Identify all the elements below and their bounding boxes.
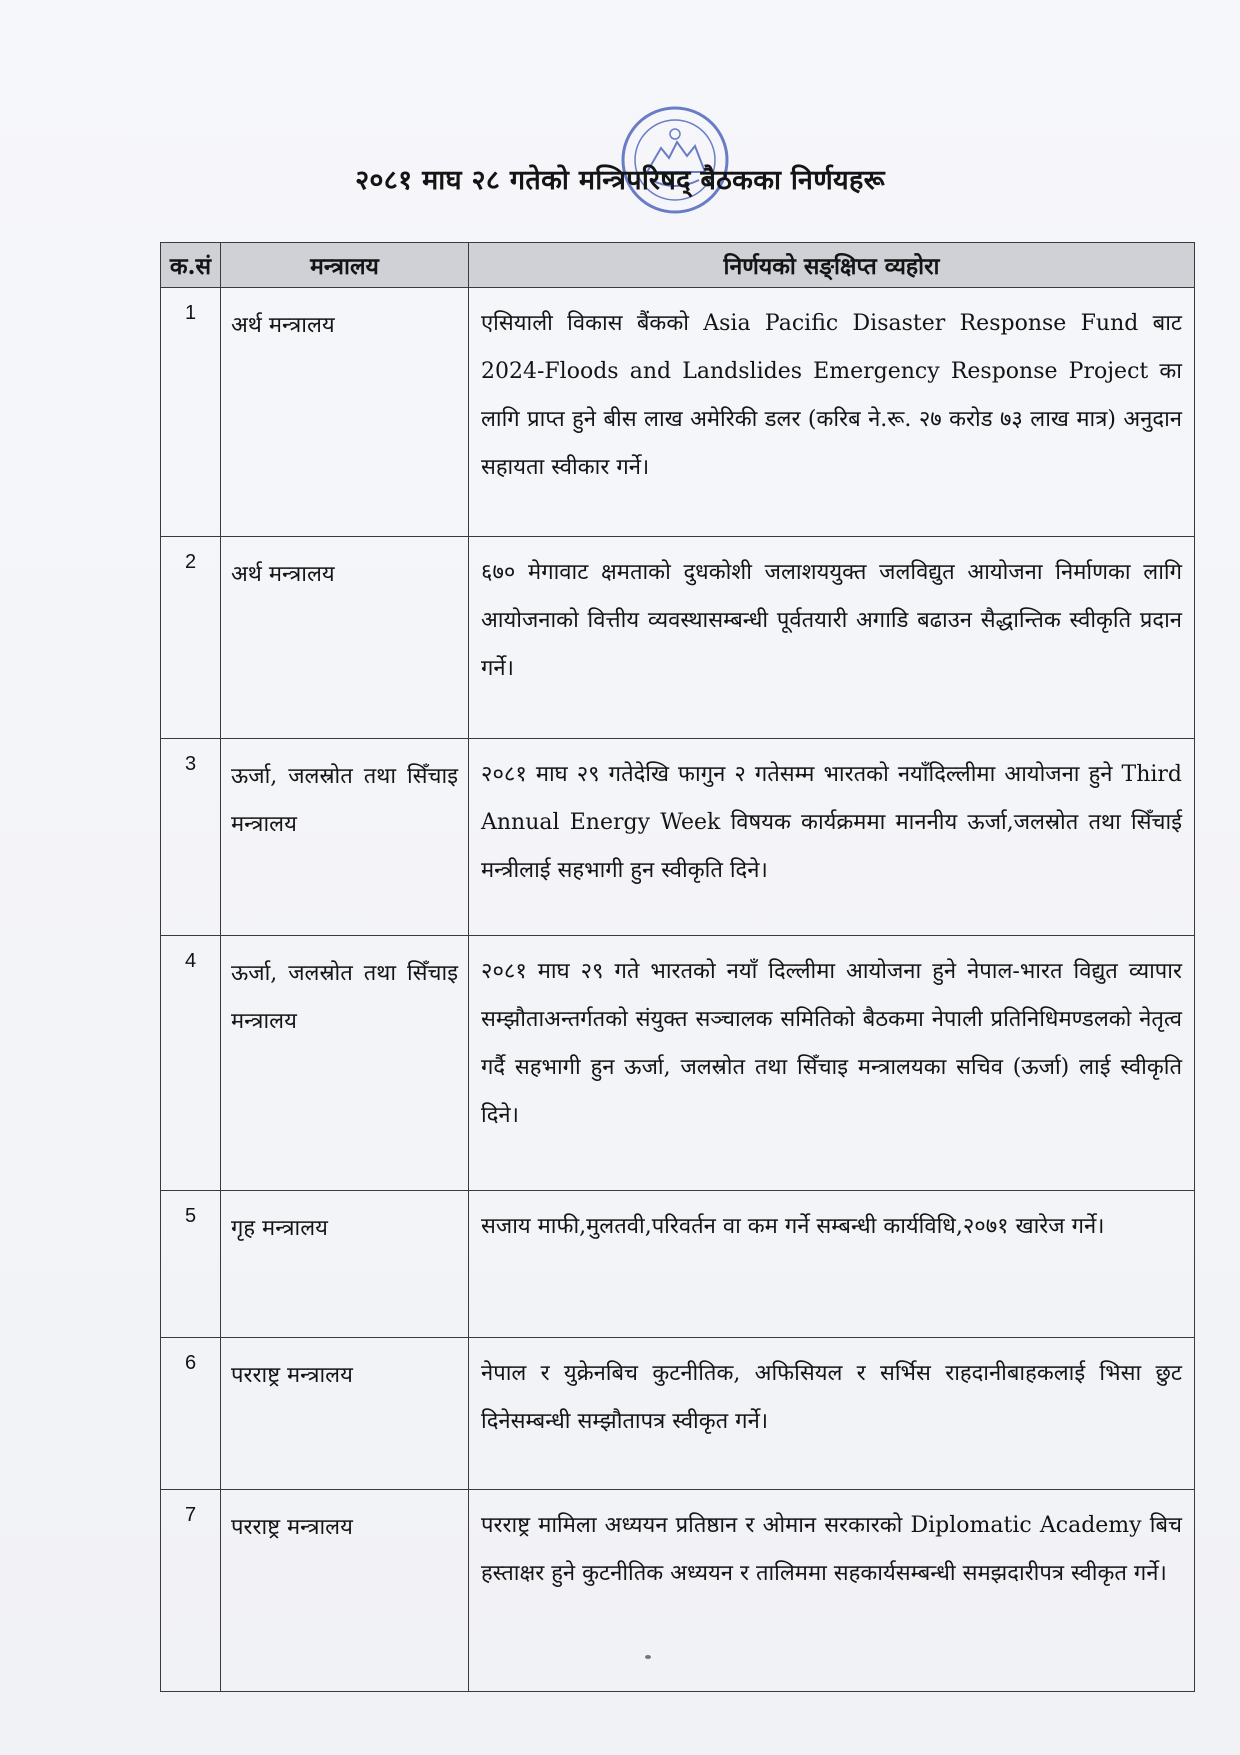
- row-decision: नेपाल र युक्रेनबिच कुटनीतिक, अफिसियल र सर्भिस राहदानीबाहकलाई भिसा छुट दिनेसम्बन्धी सम्झौतापत्र स्वीकृत गर्ने।: [469, 1338, 1195, 1490]
- table-row: [161, 537, 1195, 739]
- header-decision: निर्णयको सङ्क्षिप्त व्यहोरा: [469, 243, 1195, 288]
- row-ministry: गृह मन्त्रालय: [221, 1191, 469, 1338]
- row-serial: 1: [161, 288, 221, 537]
- row-ministry: परराष्ट्र मन्त्रालय: [221, 1338, 469, 1490]
- table-header-row: [161, 243, 1195, 288]
- table-row: [161, 288, 1195, 537]
- row-decision: २०८१ माघ २९ गते भारतको नयाँ दिल्लीमा आयोजना हुने नेपाल-भारत विद्युत व्यापार सम्झौताअन्तर्गतको संयुक्त सञ्चालक समितिको बैठकमा नेपाली प्रतिनिधिमण्डलको नेतृत्व गर्दै सहभागी हुन ऊर्जा, जलस्रोत तथा सिँचाइ मन्त्रालयका सचिव (ऊर्जा) लाई स्वीकृति दिने।: [469, 936, 1195, 1191]
- row-ministry: अर्थ मन्त्रालय: [221, 537, 469, 739]
- row-serial: 6: [161, 1338, 221, 1490]
- document-title: २०८१ माघ २८ गतेको मन्त्रिपरिषद् बैठकका निर्णयहरू: [355, 165, 885, 196]
- row-ministry: ऊर्जा, जलस्रोत तथा सिँचाइ मन्त्रालय: [221, 936, 469, 1191]
- row-serial: 4: [161, 936, 221, 1191]
- row-decision: सजाय माफी,मुलतवी,परिवर्तन वा कम गर्ने सम्बन्धी कार्यविधि,२०७१ खारेज गर्ने।: [469, 1191, 1195, 1338]
- table-row: [161, 936, 1195, 1191]
- table-row: [161, 739, 1195, 936]
- row-decision: परराष्ट्र मामिला अध्ययन प्रतिष्ठान र ओमान सरकारको Diplomatic Academy बिच हस्ताक्षर हुने कुटनीतिक अध्ययन र तालिममा सहकार्यसम्बन्धी समझदारीपत्र स्वीकृत गर्ने।: [469, 1490, 1195, 1692]
- row-ministry: ऊर्जा, जलस्रोत तथा सिँचाइ मन्त्रालय: [221, 739, 469, 936]
- table-row: [161, 1338, 1195, 1490]
- header-serial: क.सं: [161, 243, 221, 288]
- row-serial: 5: [161, 1191, 221, 1338]
- decisions-table: [160, 242, 1195, 1692]
- row-decision: २०८१ माघ २९ गतेदेखि फागुन २ गतेसम्म भारतको नयाँदिल्लीमा आयोजना हुने Third Annual Energy Week विषयक कार्यक्रममा माननीय ऊर्जा,जलस्रोत तथा सिँचाई मन्त्रीलाई सहभागी हुन स्वीकृति दिने।: [469, 739, 1195, 936]
- row-serial: 7: [161, 1490, 221, 1692]
- row-ministry: अर्थ मन्त्रालय: [221, 288, 469, 537]
- table-row: [161, 1191, 1195, 1338]
- row-serial: 2: [161, 537, 221, 739]
- row-decision: ६७० मेगावाट क्षमताको दुधकोशी जलाशययुक्त जलविद्युत आयोजना निर्माणका लागि आयोजनाको वित्तीय व्यवस्थासम्बन्धी पूर्वतयारी अगाडि बढाउन सैद्धान्तिक स्वीकृति प्रदान गर्ने।: [469, 537, 1195, 739]
- scan-speck: [645, 1655, 651, 1659]
- table-row: [161, 1490, 1195, 1692]
- header-ministry: मन्त्रालय: [221, 243, 469, 288]
- row-decision: एसियाली विकास बैंकको Asia Pacific Disaster Response Fund बाट 2024-Floods and Landslides Emergency Response Project का लागि प्राप्त हुने बीस लाख अमेरिकी डलर (करिब ने.रू. २७ करोड ७३ लाख मात्र) अनुदान सहायता स्वीकार गर्ने।: [469, 288, 1195, 537]
- row-serial: 3: [161, 739, 221, 936]
- row-ministry: परराष्ट्र मन्त्रालय: [221, 1490, 469, 1692]
